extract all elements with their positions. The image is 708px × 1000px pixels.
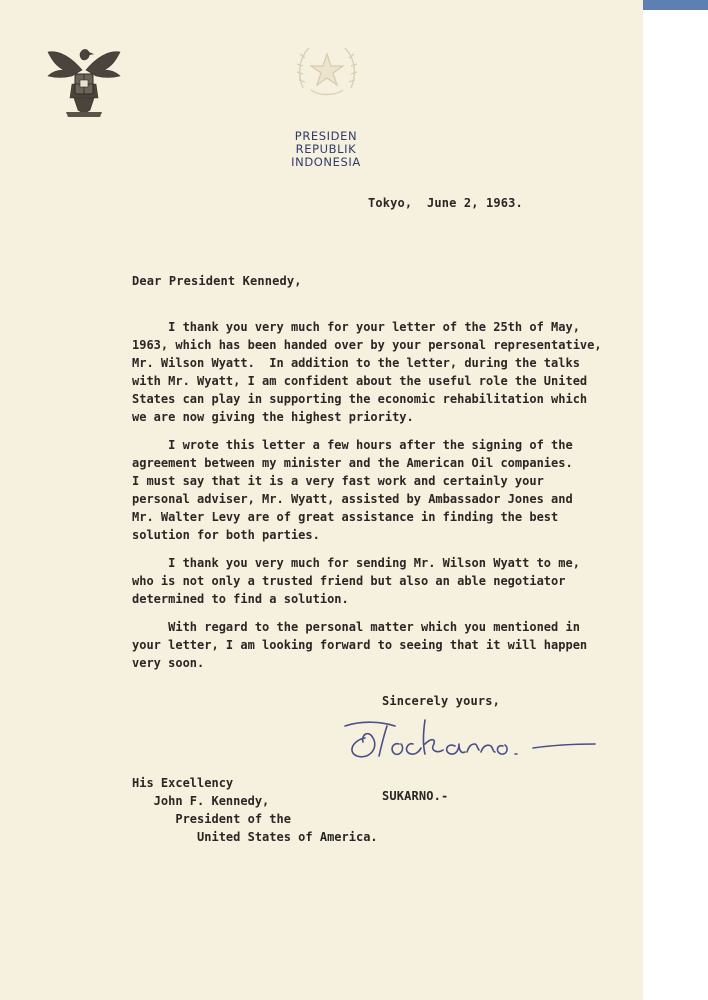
page-margin — [643, 0, 708, 1000]
letterhead — [260, 130, 392, 169]
scan-edge-strip — [643, 0, 708, 10]
body-line: very soon. — [132, 656, 205, 670]
salutation: Dear President Kennedy, — [132, 274, 302, 288]
body-line: Mr. Wilson Wyatt. In addition to the letter, during the talks — [132, 356, 580, 370]
addressee-line: His Excellency — [132, 776, 234, 790]
handwritten-signature — [343, 700, 601, 770]
addressee-line: President of the — [132, 812, 291, 826]
body-line: your letter, I am looking forward to seeing that it will happen — [132, 638, 588, 652]
body-line: 1963, which has been handed over by your personal representative, — [132, 338, 602, 352]
letterhead-subtitle: REPUBLIK INDONESIA — [291, 142, 361, 169]
body-line: we are now giving the highest priority. — [132, 410, 414, 424]
body-line: personal adviser, Mr. Wyatt, assisted by Ambassador Jones and — [132, 492, 573, 506]
body-line: States can play in supporting the economic rehabilitation which — [132, 392, 588, 406]
body-line: determined to find a solution. — [132, 592, 349, 606]
body-line: I wrote this letter a few hours after the signing of the — [132, 438, 573, 452]
body-line: I thank you very much for your letter of the 25th of May, — [132, 320, 580, 334]
addressee-line: John F. Kennedy, — [132, 794, 270, 808]
body-line: Mr. Walter Levy are of great assistance in finding the best — [132, 510, 559, 524]
body-line: agreement between my minister and the American Oil companies. — [132, 456, 573, 470]
body-line: I thank you very much for sending Mr. Wilson Wyatt to me, — [132, 556, 580, 570]
letterhead-title: PRESIDEN — [294, 129, 358, 143]
body-line: I must say that it is a very fast work and certainly your — [132, 474, 544, 488]
body-line: With regard to the personal matter which you mentioned in — [132, 620, 580, 634]
body-line: solution for both parties. — [132, 528, 320, 542]
addressee-line: United States of America. — [132, 830, 378, 844]
garuda-emblem-icon — [42, 40, 126, 120]
embossed-star-icon — [293, 38, 361, 100]
typed-signature-name: SUKARNO.- — [382, 789, 449, 803]
date-line: Tokyo, June 2, 1963. — [368, 196, 523, 210]
body-line: who is not only a trusted friend but also an able negotiator — [132, 574, 566, 588]
closing: Sincerely yours, — [382, 694, 500, 708]
body-line: with Mr. Wyatt, I am confident about the useful role the United — [132, 374, 588, 388]
